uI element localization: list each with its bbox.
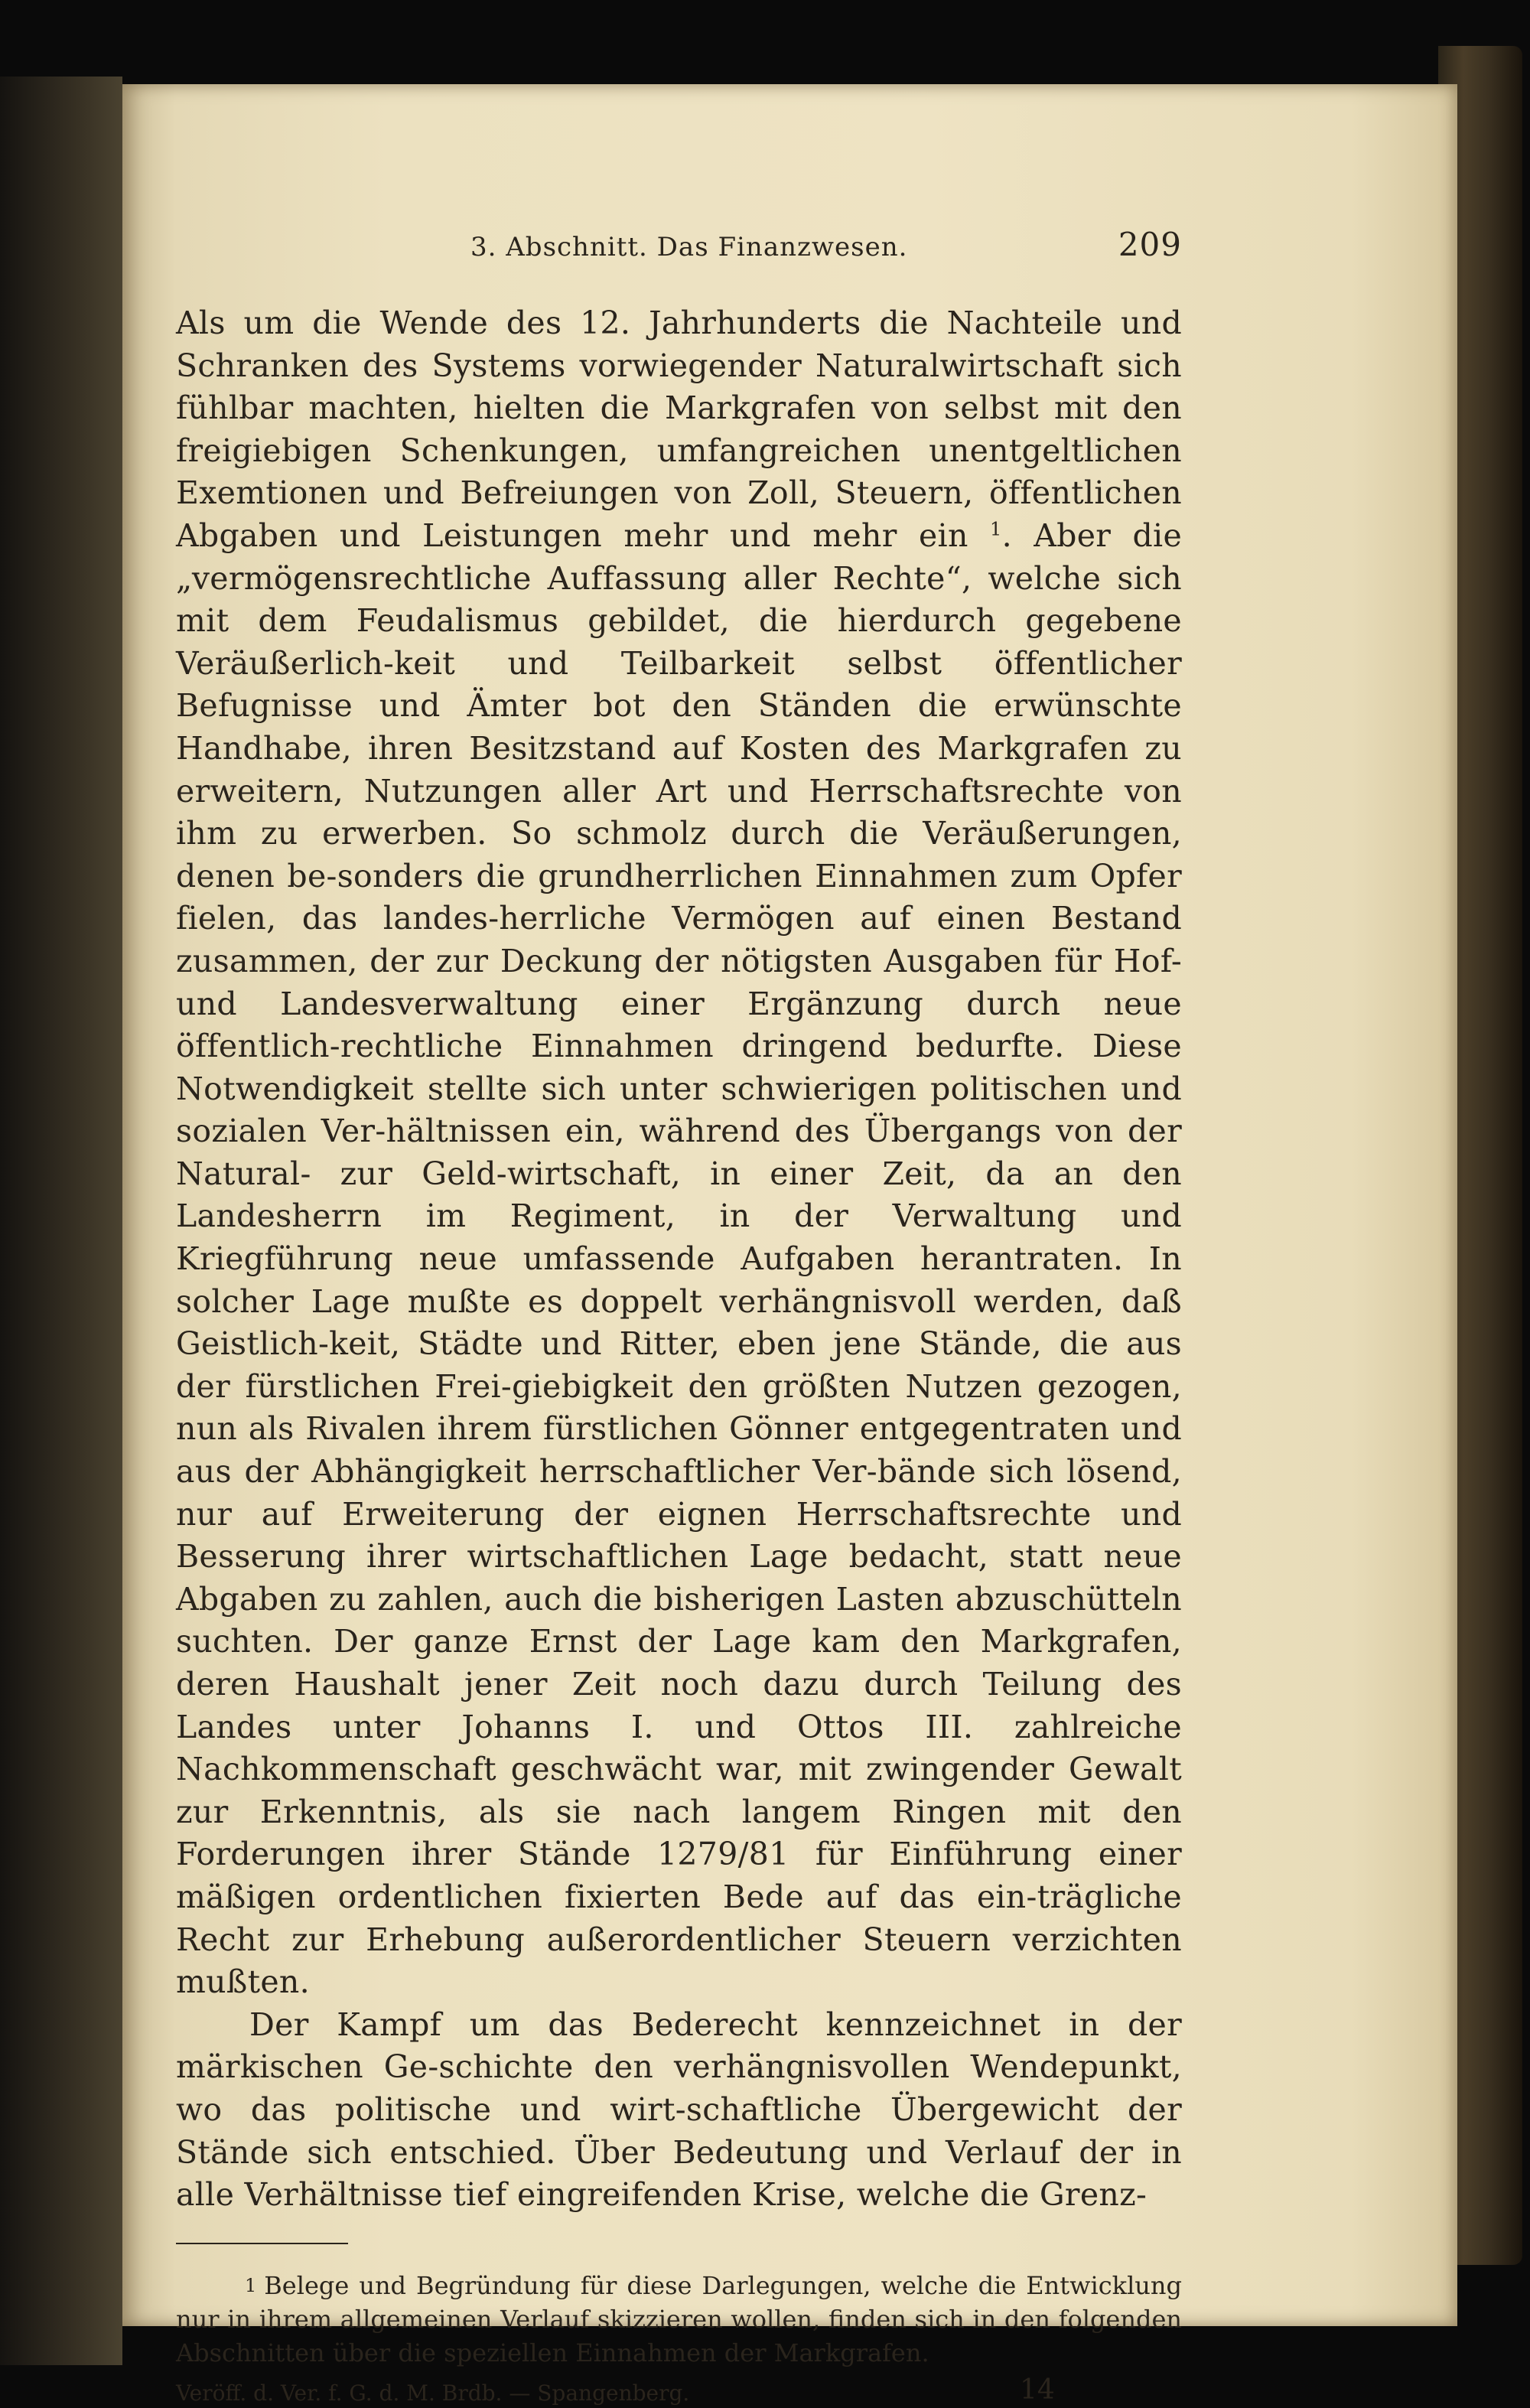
sheet-number: 14 bbox=[1020, 2374, 1055, 2406]
text-line: keit, Städte und Ritter, eben jene Stände, die aus der fürstlichen Frei- bbox=[176, 1325, 1182, 1405]
footnote-reference[interactable]: 1 bbox=[990, 518, 1002, 540]
text-line: machten, hielten die Markgrafen von selbst mit den freigiebigen bbox=[176, 389, 1182, 469]
text-line: Schranken des Systems vorwiegender Naturalwirtschaft sich fühlbar bbox=[176, 347, 1182, 427]
body-text bbox=[176, 302, 1182, 2217]
text-line: Besserung ihrer wirtschaftlichen Lage bedacht, statt neue Abgaben zu bbox=[176, 1538, 1182, 1618]
text-line: Notwendigkeit stellte sich unter schwierigen politischen und sozialen Ver- bbox=[176, 1070, 1182, 1150]
text-line: giebigkeit den größten Nutzen gezogen, nun als Rivalen ihrem fürstlichen bbox=[176, 1367, 1182, 1448]
text-line: sich mit dem Feudalismus gebildet, die hierdurch gegebene Veräußerlich- bbox=[176, 559, 1182, 682]
text-line: Ständen die erwünschte Handhabe, ihren Besitzstand auf Kosten des bbox=[176, 687, 1182, 767]
text-line: wirtschaft, in einer Zeit, da an den Landesherrn im Regiment, in der bbox=[176, 1155, 1182, 1235]
printer-signature bbox=[176, 2374, 1182, 2408]
page-content bbox=[176, 226, 1182, 2408]
text-line: . Aber die „vermögensrechtliche Auffassung aller Rechte“, welche bbox=[176, 516, 1183, 597]
text-line: herrliche Vermögen auf einen Bestand zusammen, der zur Deckung der bbox=[176, 900, 1182, 979]
text-line: sonders die grundherrlichen Einnahmen zum Opfer fielen, das landes- bbox=[176, 857, 1182, 937]
text-line: durch Teilung des Landes unter Johanns I. und Ottos III. zahlreiche bbox=[176, 1666, 1182, 1745]
publication-imprint: Veröff. d. Ver. f. G. d. M. Brdb. — Spangenberg. bbox=[176, 2380, 690, 2406]
page-number: 209 bbox=[1118, 226, 1182, 263]
text-line: als sie nach langem Ringen mit den Forderungen ihrer Stände 1279/81 bbox=[176, 1793, 1182, 1873]
text-line: keit und Teilbarkeit selbst öffentlicher Befugnisse und Ämter bot den bbox=[176, 644, 1182, 725]
chapter-title: 3. Abschnitt. Das Finanzwesen. bbox=[470, 232, 908, 262]
text-line: der Lage kam den Markgrafen, deren Haushalt jener Zeit noch dazu bbox=[176, 1623, 1182, 1703]
text-line: In solcher Lage mußte es doppelt verhängnisvoll werden, daß Geistlich- bbox=[176, 1240, 1182, 1363]
text-line: Schenkungen, umfangreichen unentgeltlichen Exemtionen und Befreiungen bbox=[176, 432, 1182, 512]
footnote-line: Belege und Begründung für diese Darlegungen, welche die Entwicklung bbox=[264, 2270, 1182, 2300]
text-line: Nachkommenschaft geschwächt war, mit zwingender Gewalt zur Erkenntnis, bbox=[176, 1751, 1182, 1830]
paragraph-2 bbox=[176, 2004, 1182, 2217]
text-line: Gönner entgegentraten und aus der Abhängigkeit herrschaftlicher Ver- bbox=[176, 1410, 1182, 1491]
footnote-line: nur in ihrem allgemeinen Verlauf skizzieren wollen, finden sich in den folgenden bbox=[176, 2304, 1182, 2334]
book-spine-edge bbox=[0, 77, 122, 2365]
text-line: von ihm zu erwerben. So schmolz durch die Veräußerungen, denen be- bbox=[176, 772, 1182, 894]
text-line: schichte den verhängnisvollen Wendepunkt, wo das politische und wirt- bbox=[176, 2048, 1183, 2128]
footnote-divider bbox=[176, 2243, 348, 2244]
text-line: von Zoll, Steuern, öffentlichen Abgaben und Leistungen mehr und mehr bbox=[176, 474, 1182, 554]
text-line: für Einführung einer mäßigen ordentlichen fixierten Bede auf das ein- bbox=[176, 1836, 1182, 1915]
text-line: bände sich lösend, nur auf Erweiterung der eignen Herrschaftsrechte und bbox=[176, 1453, 1182, 1533]
text-line: Der Kampf um das Bederecht kennzeichnet in der märkischen Ge- bbox=[176, 2006, 1182, 2086]
text-line: trägliche Recht zur Erhebung außerordentlicher Steuern verzichten mußten. bbox=[176, 1878, 1182, 2001]
paragraph-1 bbox=[176, 302, 1182, 2004]
text-line: hältnissen ein, während des Übergangs von der Natural- zur Geld- bbox=[176, 1113, 1182, 1192]
footnote bbox=[176, 2269, 1182, 2370]
text-line: durch neue öffentlich-rechtliche Einnahmen dringend bedurfte. Diese bbox=[176, 985, 1182, 1065]
text-line: schaftliche Übergewicht der Stände sich entschied. Über Bedeutung und bbox=[176, 2090, 1182, 2171]
text-line: ein bbox=[918, 516, 990, 554]
text-line: Markgrafen zu erweitern, Nutzungen aller Art und Herrschaftsrechte bbox=[176, 729, 1182, 810]
footnote-mark: 1 bbox=[245, 2274, 257, 2296]
text-line: Verwaltung und Kriegführung neue umfassende Aufgaben herantraten. bbox=[176, 1197, 1182, 1278]
running-head bbox=[176, 226, 1182, 272]
text-line: Verlauf der in alle Verhältnisse tief eingreifenden Krise, welche die Grenz- bbox=[176, 2133, 1182, 2214]
text-line: zahlen, auch die bisherigen Lasten abzuschütteln suchten. Der ganze Ernst bbox=[176, 1580, 1182, 1660]
footnote-line: Abschnitten über die speziellen Einnahmen der Markgrafen. bbox=[176, 2338, 929, 2367]
text-line: Als um die Wende des 12. Jahrhunderts die Nachteile und bbox=[176, 305, 1182, 341]
text-line: nötigsten Ausgaben für Hof- und Landesverwaltung einer Ergänzung bbox=[176, 942, 1183, 1022]
